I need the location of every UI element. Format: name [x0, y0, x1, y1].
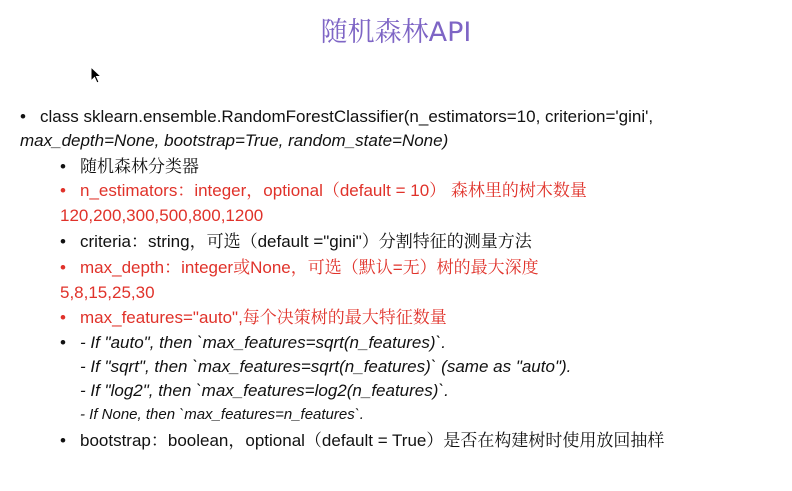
param-criteria [60, 231, 532, 253]
api-signature-line-1 [20, 106, 653, 128]
param-max-depth-text: max_depth：integer或None，可选（默认=无）树的最大深度 [80, 258, 539, 277]
param-max-features [60, 307, 447, 329]
bullet-icon: • [60, 431, 66, 450]
desc-classifier [60, 156, 199, 178]
max-features-log2: - If "log2", then `max_features=log2(n_features)`. [80, 381, 449, 400]
bullet-icon: • [60, 232, 66, 251]
param-bootstrap [60, 430, 664, 452]
api-signature-line-2: max_depth=None, bootstrap=True, random_state=None) [20, 131, 449, 150]
param-max-depth [60, 257, 539, 279]
slide-title: 随机森林API [320, 17, 472, 48]
param-bootstrap-text: bootstrap：boolean，optional（default = True）是否在构建树时使用放回抽样 [80, 431, 665, 450]
param-max-features-text: max_features="auto",每个决策树的最大特征数量 [80, 308, 447, 327]
max-features-none: - If None, then `max_features=n_features`. [80, 406, 364, 423]
param-n-estimators-text: n_estimators：integer，optional（default = 10） 森林里的树木数量 [80, 181, 587, 200]
n-estimators-values: 120,200,300,500,800,1200 [60, 206, 264, 225]
mouse-pointer-icon [90, 66, 102, 84]
bullet-icon: • [60, 258, 66, 277]
bullet-icon: • [60, 157, 66, 176]
max-features-sqrt: - If "sqrt", then `max_features=sqrt(n_features)` (same as "auto"). [80, 357, 572, 376]
bullet-icon: • [20, 107, 26, 126]
param-criteria-text: criteria：string，可选（default ="gini"）分割特征的测量方法 [80, 232, 532, 251]
bullet-icon: • [60, 308, 66, 327]
bullet-icon: • [60, 181, 66, 200]
bullet-icon: • [60, 333, 66, 352]
max-features-auto [60, 332, 446, 354]
desc-classifier-text: 随机森林分类器 [80, 157, 199, 176]
max-features-auto-text: - If "auto", then `max_features=sqrt(n_features)`. [80, 333, 446, 352]
max-depth-values: 5,8,15,25,30 [60, 283, 155, 302]
api-signature-text-1: class sklearn.ensemble.RandomForestClassifier(n_estimators=10, criterion='gini', [40, 107, 654, 126]
param-n-estimators [60, 180, 587, 202]
